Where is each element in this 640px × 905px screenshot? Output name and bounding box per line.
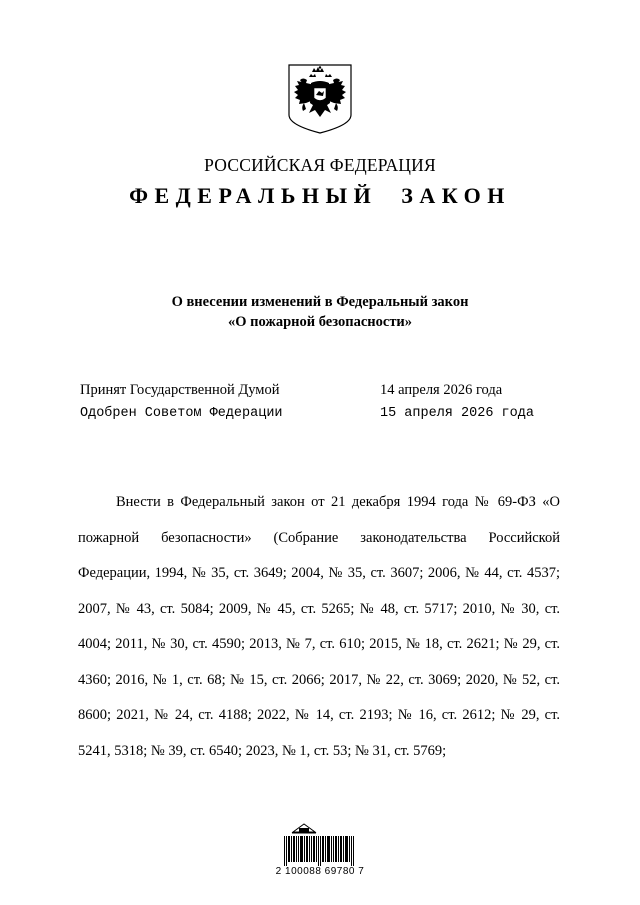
printing-house-mark-icon [291,822,317,834]
russian-coat-of-arms-icon [287,63,353,135]
barcode-icon [284,836,356,866]
approval-date: 15 апреля 2026 года [380,406,534,421]
adopted-by: Принят Государственной Думой [80,382,280,398]
barcode-number: 2 100088 69780 7 [275,866,365,877]
approved-by: Одобрен Советом Федерации [80,406,283,421]
law-title-line-2: «О пожарной безопасности» [227,314,413,330]
law-title-line-1: О внесении изменений в Федеральный закон [171,294,469,310]
law-body-paragraph: Внести в Федеральный закон от 21 декабря 1994 года № 69-ФЗ «О пожарной безопасности» (Собрание законодательства Российской Федерации, 1994, № 35, ст. 3649; 2004, № 35, ст. 3607; 2006, № 44, ст. 4537; 2007, № 43, ст. 5084; 2009, № 45, ст. 5265; № 48, ст. 5717; 2010, № 30, ст. 4004; 2011, № 30, ст. 4590; 2013, № 7, ст. 610; 2015, № 18, ст. 2621; № 29, ст. 4360; 2016, № 1, ст. 68; № 15, ст. 2066; 2017, № 22, ст. 3069; 2020, № 52, ст. 8600; 2021, № 24, ст. 4188; 2022, № 14, ст. 2193; № 16, ст. 2612; № 29, ст. 5241, 5318; № 39, ст. 6540; 2023, № 1, ст. 53; № 31, ст. 5769; [78,494,560,759]
law-title [0,292,640,332]
country-name: РОССИЙСКАЯ ФЕДЕРАЦИЯ [204,155,436,175]
document-type: ФЕДЕРАЛЬНЫЙ ЗАКОН [129,183,511,208]
adoption-date: 14 апреля 2026 года [380,382,503,398]
